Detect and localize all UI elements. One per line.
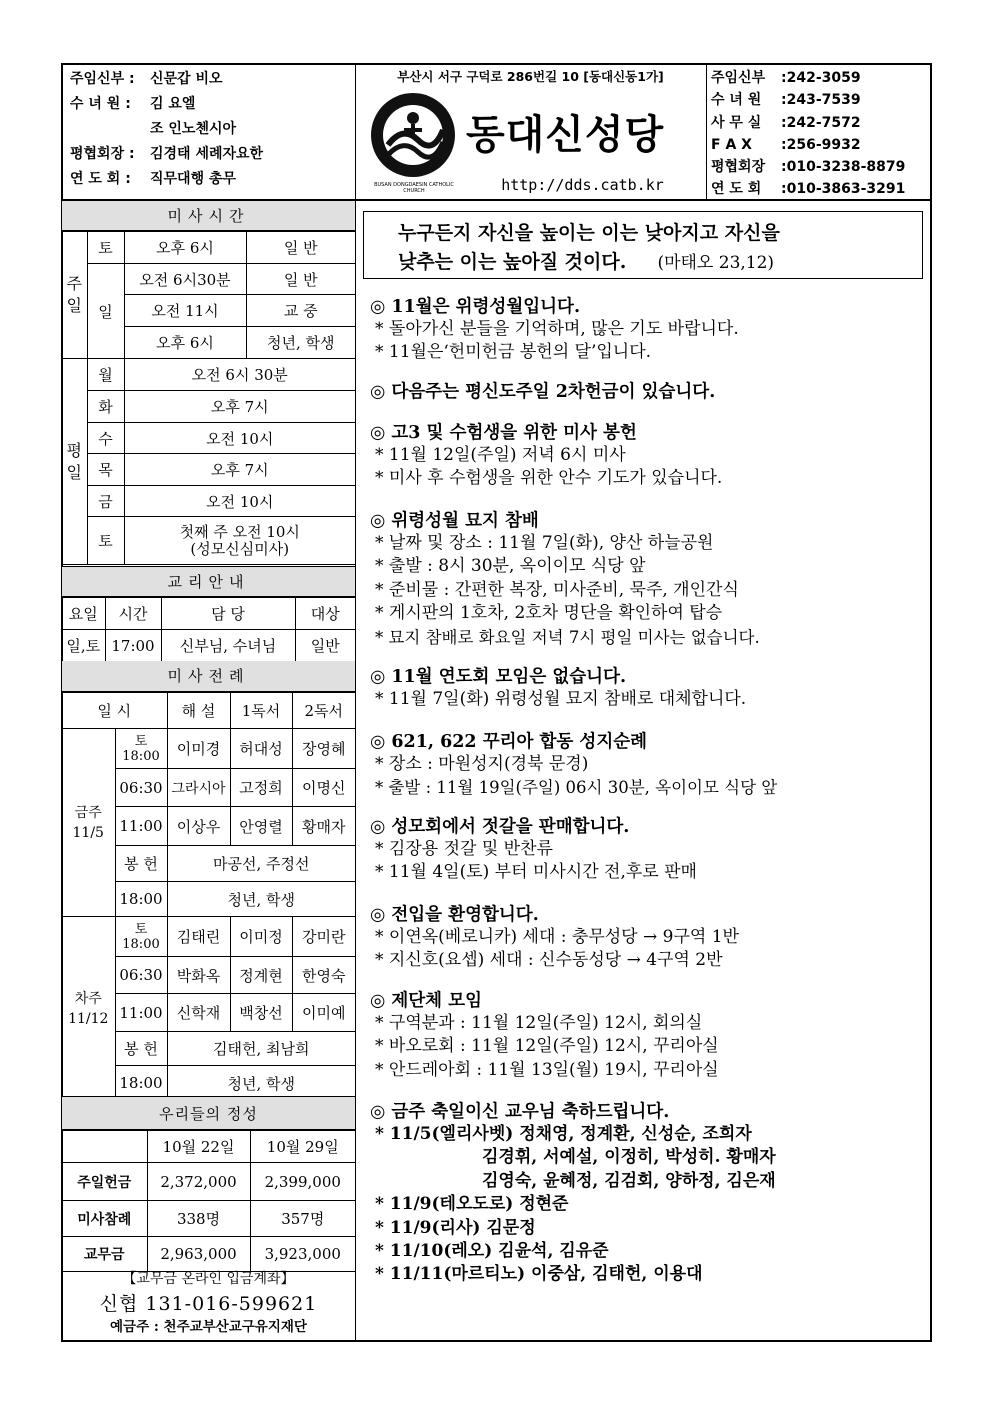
feast-line: * 11/10(레오) 김윤석, 김유준 (375, 1241, 609, 1262)
contact-phone: 010-3238-8879 (786, 159, 906, 176)
announcement-item: * 게시판의 1호차, 2호차 명단을 확인하여 탑승 (375, 603, 723, 624)
liturgy-time: 18:00 (115, 882, 167, 917)
announcement-item: * 11월은‘헌미헌금 봉헌의 달’입니다. (375, 342, 652, 363)
mass-day: 토 (87, 232, 124, 264)
announcement-item: * 구역분과 : 11월 12일(주일) 12시, 회의실 (375, 1013, 703, 1033)
weekday-label: 평일 (62, 359, 87, 565)
contact-label: 사 무 실 (711, 114, 762, 131)
staff-label (70, 117, 150, 142)
announcement-item: * 이연옥(베로니카) 세대 : 충무성당 → 9구역 1반 (375, 927, 739, 947)
announcement-title: ◎ 11월 연도회 모임은 없습니다. (370, 667, 627, 687)
second-reader: 한영숙 (292, 957, 355, 994)
staff-label: 수 녀 원 : (70, 96, 131, 112)
scripture-line1: 누구든지 자신을 높이는 이는 낮아지고 자신을 (398, 222, 780, 244)
mass-time: 오전 6시30분 (124, 264, 246, 295)
contact-phone: 243-7539 (786, 92, 861, 109)
announcement-item: * 날짜 및 장소 : 11월 7일(화), 양산 하늘공원 (375, 533, 714, 553)
second-reader: 장영혜 (292, 729, 355, 769)
liturgy-time: 토 18:00 (115, 729, 167, 769)
mass-day: 목 (87, 454, 124, 486)
mass-type: 교 중 (246, 295, 355, 327)
offering-date: 10월 29일 (250, 1131, 355, 1163)
announcement-title: ◎ 전입을 환영합니다. (370, 905, 539, 925)
staff-value: 조 인노첸시아 (150, 121, 237, 137)
mass-type: 청년, 학생 (246, 327, 355, 359)
commentator: 김태린 (167, 917, 230, 957)
offering-label: 봉 헌 (115, 1032, 167, 1066)
staff-label: 평협회장 : (70, 146, 135, 162)
catechism-title: 교리안내 (62, 566, 355, 597)
week-date: 11/5 (72, 824, 104, 841)
mass-time: 오전 10시 (124, 486, 355, 517)
column-divider (355, 64, 356, 1341)
commentator: 신학재 (167, 994, 230, 1032)
offerings-corner (62, 1131, 147, 1163)
mass-time: 첫째 주 오전 10시 (179, 522, 300, 541)
announcements (370, 296, 930, 1287)
mass-time: 오후 7시 (124, 454, 355, 486)
mass-time: 오후 6시 (124, 232, 246, 264)
mass-day: 수 (87, 423, 124, 454)
commentator: 이미경 (167, 729, 230, 769)
contact-fax: 256-9932 (786, 136, 861, 153)
staff-value: 신문갑 비오 (150, 71, 223, 87)
offering-label: 봉 헌 (115, 846, 167, 882)
mass-day: 월 (87, 359, 124, 391)
offering-value: 2,372,000 (147, 1163, 250, 1201)
catechism-header: 시간 (105, 598, 161, 630)
header-divider (706, 64, 707, 199)
week-label: 차주 (74, 990, 102, 1007)
liturgy-time: 토 18:00 (115, 917, 167, 957)
liturgy-time: 11:00 (115, 994, 167, 1032)
account-number: 신협 131-016-599621 (99, 1293, 318, 1315)
mass-day: 금 (87, 486, 124, 517)
weekday-mass-table (62, 358, 355, 565)
feast-line: * 11/9(테오도로) 정현준 (375, 1194, 569, 1215)
mass-time: 오전 10시 (124, 423, 355, 454)
commentator: 이상우 (167, 807, 230, 846)
first-reader: 안영렬 (230, 807, 292, 846)
announcement-item: * 출발 : 8시 30분, 옥이이모 식당 앞 (375, 556, 646, 577)
first-reader: 허대성 (230, 729, 292, 769)
contact-label: F A X (711, 136, 752, 153)
mass-day: 일 (87, 264, 124, 359)
announcement-title: ◎ 제단체 모임 (370, 991, 482, 1011)
announcement-item: * 바오로회 : 11월 12일(주일) 12시, 꾸리아실 (375, 1036, 719, 1057)
announcement-item: * 묘지 참배로 화요일 저녁 7시 평일 미사는 없습니다. (375, 627, 760, 647)
contact-phone: 010-3863-3291 (786, 181, 906, 198)
staff-list (70, 67, 355, 192)
staff-label: 연 도 회 : (70, 171, 131, 187)
mass-time: 오전 11시 (124, 295, 246, 327)
announcement-item: * 안드레아회 : 11월 13일(월) 19시, 꾸리아실 (375, 1059, 719, 1080)
mass-time: 오전 6시 30분 (124, 359, 355, 391)
contact-label: 평협회장 (711, 159, 766, 176)
contact-label: 주임신부 (711, 70, 766, 86)
contact-list: 주임신부 : 242-3059 수 녀 원 : 243-7539 사 무 실 : 242-7572 F A X : 256-9932 평협회장 : 010-3238-8879 연 도 회 : 010-3863-3291 (711, 67, 931, 201)
commentator: 그라시아 (167, 769, 230, 807)
logo-caption: BUSAN DONGDAESIN CATHOLIC CHURCH (374, 182, 454, 194)
sunday-label: 주일 (62, 232, 87, 359)
liturgy-header: 해 설 (167, 693, 230, 729)
offering-value: 2,399,000 (250, 1163, 355, 1201)
first-reader: 정계현 (230, 957, 292, 994)
second-reader: 이명신 (292, 769, 355, 807)
announcement-title: ◎ 621, 622 꾸리아 합동 성지순례 (370, 732, 648, 752)
announcement-item: * 지신호(요셉) 세대 : 신수동성당 → 4구역 2반 (375, 950, 723, 971)
feast-line: * 11/9(리사) 김문정 (375, 1217, 536, 1238)
offering-row-label: 주일헌금 (62, 1163, 147, 1201)
catechism-header: 요일 (62, 598, 105, 630)
second-reader: 강미란 (292, 917, 355, 957)
staff-value: 김 요엘 (150, 96, 196, 112)
scripture-ref: (마태오 23,12) (657, 253, 775, 273)
offering-value: 338명 (147, 1201, 250, 1237)
liturgy-header: 일 시 (62, 693, 167, 729)
offering-row-label: 미사참례 (62, 1201, 147, 1237)
announcement-item: * 11월 12일(주일) 저녁 6시 미사 (375, 445, 626, 465)
staff-value: 직무대행 총무 (150, 171, 237, 187)
liturgy-header: 1독서 (230, 693, 292, 729)
contact-phone: 242-3059 (786, 70, 861, 86)
church-address: 부산시 서구 구덕로 286번길 10 [동대신동1가] (397, 69, 664, 84)
feast-line: 김영숙, 윤혜정, 김검회, 양하정, 김은재 (482, 1170, 776, 1191)
commentator: 박화옥 (167, 957, 230, 994)
offerings-title: 우리들의 정성 (62, 1096, 355, 1130)
announcement-item: * 출발 : 11월 19일(주일) 06시 30분, 옥이이모 식당 앞 (375, 778, 778, 798)
announcement-item: * 돌아가신 분들을 기억하며, 많은 기도 바랍니다. (375, 319, 739, 339)
first-reader: 고정희 (230, 769, 292, 807)
liturgy-time: 18:00 (115, 1066, 167, 1101)
announcement-title: ◎ 11월은 위령성월입니다. (370, 297, 581, 317)
mass-day: 토 (87, 517, 124, 565)
feast-title: ◎ 금주 축일이신 교우님 축하드립니다. (370, 1102, 670, 1122)
church-name: 동대신성당 (466, 112, 665, 158)
mass-type: 일 반 (246, 264, 355, 295)
announcement-item: * 준비물 : 간편한 복장, 미사준비, 묵주, 개인간식 (375, 579, 739, 600)
church-website[interactable]: http://dds.catb.kr (501, 176, 664, 194)
announcement-item: * 장소 : 마원성지(경북 문경) (375, 754, 589, 774)
liturgy-title: 미사전례 (62, 661, 355, 692)
feast-line: * 11/11(마르티노) 이중삼, 김태헌, 이용대 (375, 1264, 703, 1285)
church-logo (368, 90, 458, 180)
second-reader: 황매자 (292, 807, 355, 846)
catechism-cell: 17:00 (105, 630, 161, 662)
feast-line: * 11/5(엘리사벳) 정채영, 정계환, 신성순, 조희자 (375, 1124, 752, 1144)
liturgy-header: 2독서 (292, 693, 355, 729)
contact-label: 수 녀 원 (711, 92, 762, 109)
account-title: 【교무금 온라인 입금계좌】 (122, 1271, 295, 1287)
offerings-table (62, 1130, 355, 1272)
offering-row-label: 교무금 (62, 1237, 147, 1272)
liturgy-time: 11:00 (115, 807, 167, 846)
mass-time: 오후 6시 (124, 327, 246, 359)
offering-names: 마공선, 주정선 (167, 846, 355, 882)
liturgy-group: 청년, 학생 (167, 882, 355, 917)
mass-times-title: 미사시간 (62, 201, 355, 231)
catechism-header: 대상 (295, 598, 355, 630)
scripture-box (363, 211, 923, 279)
announcement-title: ◎ 성모회에서 젓갈을 판매합니다. (370, 817, 630, 837)
offering-value: 3,923,000 (250, 1237, 355, 1272)
offering-names: 김태헌, 최남희 (167, 1032, 355, 1066)
liturgy-group: 청년, 학생 (167, 1066, 355, 1101)
mass-day: 화 (87, 391, 124, 423)
mass-note: (성모신심미사) (190, 539, 290, 558)
church-logo-icon (368, 90, 458, 180)
week-label: 금주 (74, 804, 102, 821)
staff-label: 주임신부 : (70, 71, 135, 87)
contact-label: 연 도 회 (711, 181, 762, 198)
first-reader: 백창선 (230, 994, 292, 1032)
offering-value: 2,963,000 (147, 1237, 250, 1272)
catechism-table (62, 597, 355, 662)
account-holder: 예금주 : 천주교부산교구유지재단 (110, 1319, 307, 1335)
offering-date: 10월 22일 (147, 1131, 250, 1163)
week-date: 11/12 (68, 1010, 109, 1027)
announcement-title: ◎ 고3 및 수험생을 위한 미사 봉헌 (370, 423, 637, 443)
contact-phone: 242-7572 (786, 114, 861, 131)
mass-type: 일 반 (246, 232, 355, 264)
announcement-item: * 11월 4일(토) 부터 미사시간 전,후로 판매 (375, 862, 697, 883)
scripture-line2: 낮추는 이는 높아질 것이다. (398, 251, 627, 273)
announcement-item: * 김장용 젓갈 및 반찬류 (375, 839, 553, 859)
catechism-cell: 신부님, 수녀님 (161, 630, 295, 662)
catechism-cell: 일반 (295, 630, 355, 662)
liturgy-time: 06:30 (115, 957, 167, 994)
announcement-item: * 11월 7일(화) 위령성월 묘지 참배로 대체합니다. (375, 689, 747, 709)
staff-value: 김경태 세례자요한 (150, 146, 264, 162)
catechism-cell: 일,토 (62, 630, 105, 662)
liturgy-table (62, 692, 355, 1101)
liturgy-time: 06:30 (115, 769, 167, 807)
mass-time: 오후 7시 (124, 391, 355, 423)
catechism-header: 담 당 (161, 598, 295, 630)
first-reader: 이미정 (230, 917, 292, 957)
feast-line: 김경휘, 서예설, 이정히, 박성히. 황매자 (482, 1147, 776, 1168)
sunday-mass-table (62, 231, 355, 359)
announcement-item: * 미사 후 수험생을 위한 안수 기도가 있습니다. (375, 468, 723, 489)
announcement-title: ◎ 다음주는 평신도주일 2차헌금이 있습니다. (370, 382, 716, 402)
second-reader: 이미예 (292, 994, 355, 1032)
offering-value: 357명 (250, 1201, 355, 1237)
announcement-title: ◎ 위령성월 묘지 참배 (370, 511, 539, 531)
